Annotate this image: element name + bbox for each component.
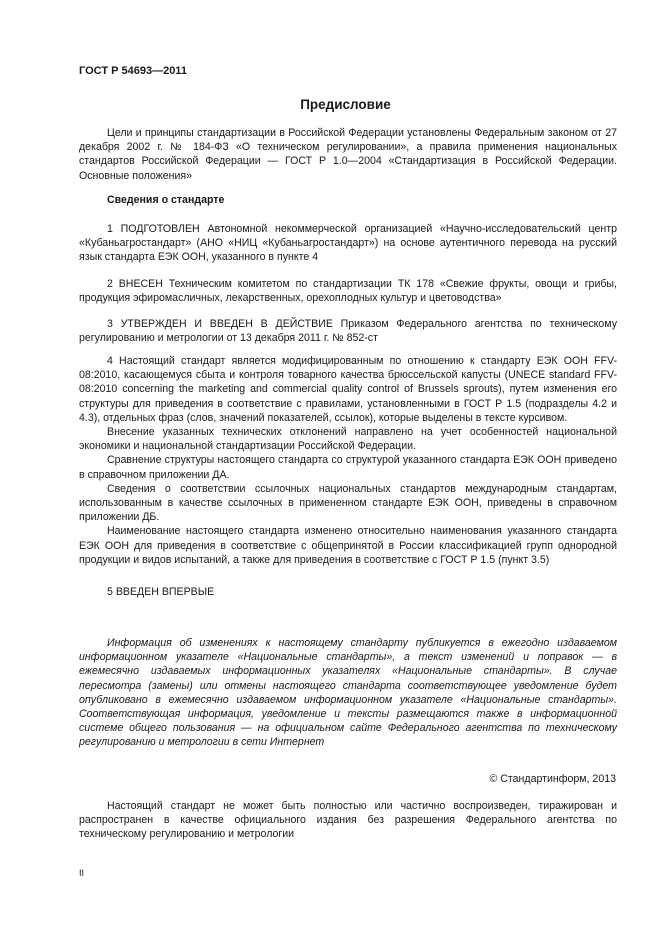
intro-block <box>79 126 617 183</box>
item-1: 1 ПОДГОТОВЛЕН Автономной некоммерческой организацией «Научно-исследовательский центр «Кубаньагростандарт» (АНО «НИЦ «Кубаньагростандарт») на основе аутентичного перевода на русский язык стандарта ЕЭК ООН, указанного в пункте 4 <box>79 223 617 264</box>
item2-block <box>79 277 617 305</box>
document-header: ГОСТ Р 54693—2011 <box>79 65 187 77</box>
item5-block <box>79 585 617 599</box>
item4-block <box>79 354 617 567</box>
item-3: 3 УТВЕРЖДЕН И ВВЕДЕН В ДЕЙСТВИЕ Приказом Федерального агентства по техническому регулированию и метрологии от 13 декабря 2011 г. № 852-ст <box>79 318 617 345</box>
item-4-p4: Сведения о соответствии ссылочных национальных стандартов международным стандартам, использованным в качестве ссылочных в примененном стандарте ЕЭК ООН, приведены в справочном приложении ДБ. <box>79 482 617 524</box>
item-4-p3: Сравнение структуры настоящего стандарта со структурой указанного стандарта ЕЭК ООН приведено в справочном приложении ДА. <box>79 454 617 481</box>
notice-block <box>79 636 617 750</box>
item3-block <box>79 317 617 345</box>
page-title: Предисловие <box>300 97 391 112</box>
reproduction-notice: Настоящий стандарт не может быть полностью или частично воспроизведен, тиражирован и распространен в качестве официального издания без разрешения Федерального агентства по техническому регулированию и метрологии <box>79 800 617 841</box>
info-heading: Сведения о стандарте <box>107 194 225 206</box>
page-number: II <box>79 868 85 878</box>
info-heading-block <box>79 193 617 207</box>
notice-paragraph: Информация об изменениях к настоящему стандарту публикуется в ежегодно издаваемом информационном указателе «Национальные стандарты», а текст изменений и поправок — в ежемесячно издаваемых информационных указателях «Национальные стандарты». В случае пересмотра (замены) или отмены настоящего стандарта соответствующее уведомление будет опубликовано в ежемесячно издаваемом информационном указателе «Национальные стандарты». Соответствующая информация, уведомление и тексты размещаются также в информационной системе общего пользования — на официальном сайте Федерального агентства по техническому регулированию и метрологии в сети Интернет <box>79 637 617 749</box>
item1-block <box>79 222 617 265</box>
item-4-p5: Наименование настоящего стандарта изменено относительно наименования указанного стандарта ЕЭК ООН для приведения в соответствие с общепринятой в России классификацией групп однородной продукции и видов испытаний, а также для приведения в соответствие с ГОСТ Р 1.5 (пункт 3.5) <box>79 525 617 566</box>
item-4-p1: 4 Настоящий стандарт является модифицированным по отношению к стандарту ЕЭК ООН FFV-08:2010, касающемуся сбыта и контроля товарного качества брюссельской капусты (UNECE standard FFV-08:2010 concerning the marketing and commercial quality control of Brussels sprouts), путем изменения его структуры для приведения в соответствие с правилами, установленными в ГОСТ Р 1.5 (подразделы 4.2 и 4.3), отдельных фраз (слов, значений показателей, ссылок), которые выделены в тексте курсивом. <box>79 355 617 424</box>
item-2: 2 ВНЕСЕН Техническим комитетом по стандартизации ТК 178 «Свежие фрукты, овощи и грибы, продукция эфиромасличных, лекарственных, орехоплодных культур и цветоводства» <box>79 278 617 305</box>
intro-paragraph: Цели и принципы стандартизации в Российской Федерации установлены Федеральным законом от 27 декабря 2002 г. № 184-ФЗ «О техническом регулировании», а правила применения национальных стандартов Российской Федерации — ГОСТ Р 1.0—2004 «Стандартизация в Российской Федерации. Основные положения» <box>79 127 617 182</box>
copyright: © Стандартинформ, 2013 <box>489 773 616 785</box>
item-4-p2: Внесение указанных технических отклонений направлено на учет особенностей национальной экономики и национальной стандартизации Российской Федерации. <box>79 426 617 453</box>
item-5: 5 ВВЕДЕН ВПЕРВЫЕ <box>107 586 215 598</box>
reproduction-block <box>79 799 617 842</box>
